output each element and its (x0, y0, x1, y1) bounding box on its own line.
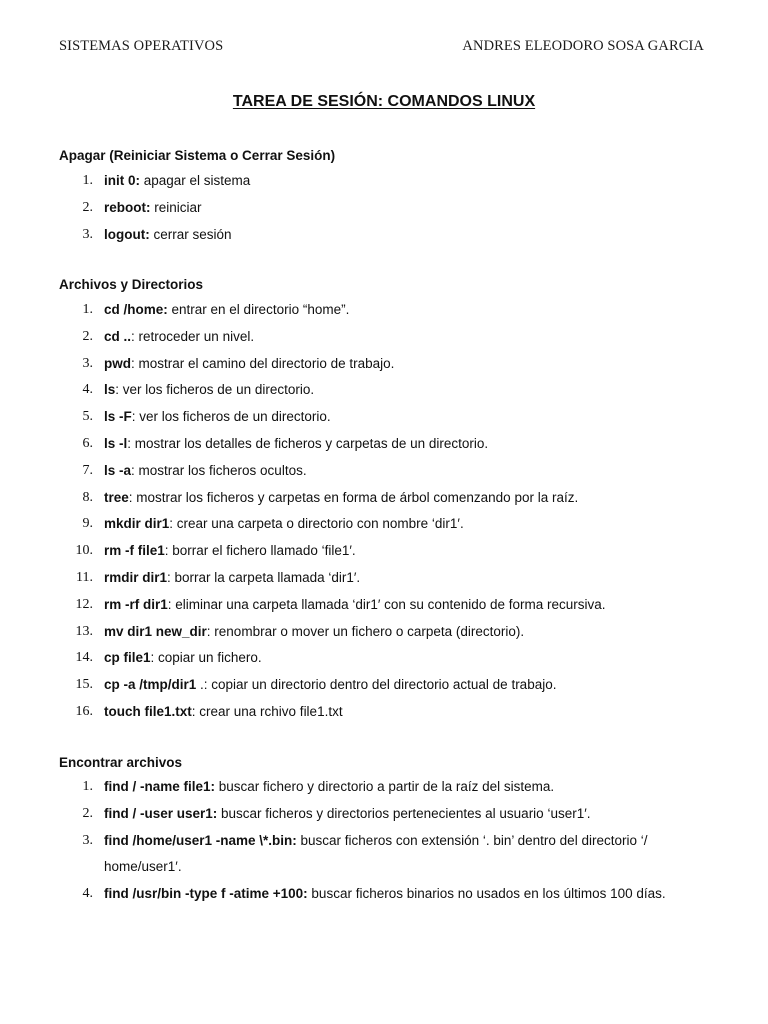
list-item (0, 351, 768, 378)
description: : mostrar el camino del directorio de trabajo. (131, 355, 395, 371)
command: ls -F (104, 409, 132, 425)
item-number: 14. (75, 650, 93, 666)
list-item (0, 297, 768, 324)
page-header (59, 38, 704, 55)
command: ls -a (104, 462, 132, 478)
list-item (0, 458, 768, 485)
command: find / -name file1: (104, 779, 216, 794)
description: buscar ficheros y directorios pertenecientes al usuario ‘user1′. (217, 805, 591, 821)
item-number: 3. (82, 832, 93, 848)
command: ls (104, 382, 116, 398)
command: mv dir1 new_dir (104, 623, 207, 639)
description: .: copiar un directorio dentro del directorio actual de trabajo. (196, 677, 557, 693)
description: reiniciar (150, 199, 202, 215)
description: : crear una carpeta o directorio con nombre ‘dir1′. (169, 516, 464, 532)
item-number: 1. (82, 779, 93, 794)
list-item (0, 431, 768, 458)
item-number: 2. (82, 805, 93, 821)
list-item (0, 645, 768, 672)
command: rm -rf dir1 (104, 596, 168, 612)
command: rm -f file1 (104, 543, 165, 559)
item-number: 16. (75, 703, 93, 719)
list-item (0, 538, 768, 565)
command: reboot: (104, 199, 151, 215)
list-item (0, 485, 768, 512)
command: touch file1.txt (104, 703, 192, 719)
item-number: 3. (82, 226, 93, 242)
description: : eliminar una carpeta llamada ‘dir1′ con su contenido de forma recursiva. (167, 596, 606, 612)
description: : crear una rchivo file1.txt (191, 703, 343, 719)
item-number: 10. (75, 543, 93, 559)
description: : borrar la carpeta llamada ‘dir1′. (167, 569, 361, 585)
description: : retroceder un nivel. (131, 328, 255, 344)
description: : ver los ficheros de un directorio. (131, 409, 331, 425)
item-number: 4. (82, 886, 93, 902)
list-archivos (0, 297, 768, 726)
command: ls -l (104, 435, 128, 451)
list-item (0, 801, 768, 828)
description: buscar ficheros binarios no usados en los últimos 100 días. (307, 886, 666, 902)
list-item (0, 377, 768, 404)
list-item (0, 222, 768, 249)
list-item (0, 828, 768, 882)
list-encontrar (0, 774, 768, 908)
description: : mostrar los ficheros ocultos. (131, 462, 307, 478)
description: : mostrar los ficheros y carpetas en forma de árbol comenzando por la raíz. (128, 489, 579, 505)
command: init 0: (104, 173, 140, 188)
section-title-encontrar: Encontrar archivos (59, 755, 183, 770)
header-author: ANDRES ELEODORO SOSA GARCIA (462, 38, 704, 54)
command: cd /home: (104, 302, 168, 317)
command: mkdir dir1 (104, 516, 170, 532)
description: apagar el sistema (140, 173, 251, 188)
command: pwd (104, 355, 131, 371)
item-number: 2. (82, 199, 93, 215)
item-number: 15. (75, 677, 93, 693)
description: buscar fichero y directorio a partir de la raíz del sistema. (215, 779, 555, 794)
description: : mostrar los detalles de ficheros y carpetas de un directorio. (127, 435, 489, 451)
item-number: 8. (82, 489, 93, 505)
command: find /home/user1 -name \*.bin: (104, 832, 297, 848)
command: rmdir dir1 (104, 569, 168, 585)
description: cerrar sesión (149, 226, 232, 242)
list-item (0, 324, 768, 351)
command: cp file1 (104, 650, 151, 666)
description: buscar ficheros con extensión ‘. bin’ dentro del directorio ‘/ home/user1′. (104, 832, 648, 875)
item-number: 6. (82, 435, 93, 451)
section-title-apagar: Apagar (Reiniciar Sistema o Cerrar Sesión) (59, 148, 336, 163)
item-number: 1. (82, 173, 93, 188)
list-item (0, 592, 768, 619)
description: : ver los ficheros de un directorio. (115, 382, 315, 398)
command: find / -user user1: (104, 805, 218, 821)
header-course: SISTEMAS OPERATIVOS (59, 38, 224, 54)
section-title-archivos: Archivos y Directorios (59, 277, 204, 292)
item-number: 9. (82, 516, 93, 532)
list-item (0, 881, 768, 908)
list-item (0, 511, 768, 538)
list-item (0, 699, 768, 726)
item-number: 1. (82, 302, 93, 317)
item-number: 12. (75, 596, 93, 612)
command: logout: (104, 226, 150, 242)
item-number: 3. (82, 355, 93, 371)
list-item (0, 195, 768, 222)
list-apagar (0, 168, 768, 248)
command: find /usr/bin -type f -atime +100: (104, 886, 308, 902)
description: : renombrar o mover un fichero o carpeta (directorio). (206, 623, 525, 639)
item-number: 5. (82, 409, 93, 425)
list-item (0, 404, 768, 431)
description: : borrar el fichero llamado ‘file1′. (164, 543, 356, 559)
description: : copiar un fichero. (150, 650, 262, 666)
item-number: 13. (75, 623, 93, 639)
item-number: 11. (76, 569, 93, 585)
item-number: 4. (82, 382, 93, 398)
command: cp -a /tmp/dir1 (104, 677, 197, 693)
list-item (0, 672, 768, 699)
list-item (0, 619, 768, 646)
list-item (0, 774, 768, 801)
list-item (0, 565, 768, 592)
item-number: 2. (82, 328, 93, 344)
item-number: 7. (82, 462, 93, 478)
document-title: TAREA DE SESIÓN: COMANDOS LINUX (232, 93, 536, 110)
command: cd .. (104, 328, 132, 344)
description: entrar en el directorio “home”. (167, 302, 350, 317)
command: tree (104, 489, 129, 505)
list-item (0, 168, 768, 195)
